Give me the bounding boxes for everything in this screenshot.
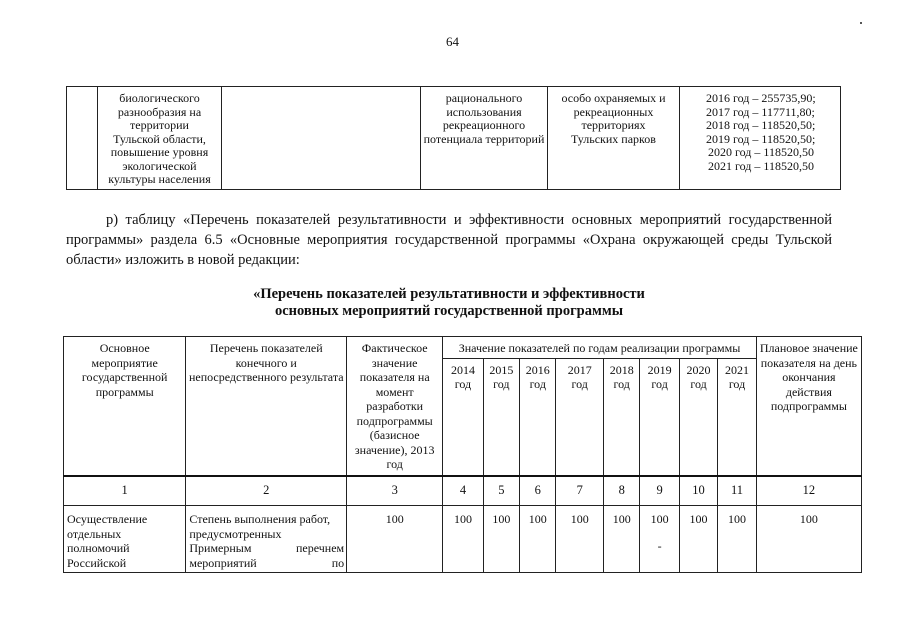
dash-mark: - xyxy=(657,538,662,553)
continuation-territory-cell: особо охраняемых и рекреационных территориях Тульских парков xyxy=(548,87,680,190)
col-number: 1 xyxy=(64,476,186,506)
col-number: 4 xyxy=(443,476,483,506)
row-planned: 100 xyxy=(756,506,861,573)
row-indicator: Степень выполнения работ, предусмотренных Примерным перечнем мероприятий по xyxy=(186,506,347,573)
continuation-use-cell: рационального использования рекреационного потенциала территорий xyxy=(421,87,548,190)
table-title-line2: основных мероприятий государственной программы xyxy=(274,303,624,319)
col-number: 3 xyxy=(347,476,443,506)
col-number: 9 xyxy=(640,476,679,506)
page-number: 64 xyxy=(446,34,459,49)
indicators-table xyxy=(63,336,862,573)
row-value-2016: 100 xyxy=(520,506,556,573)
col-number: 10 xyxy=(679,476,717,506)
table-title xyxy=(66,286,832,320)
col-number: 8 xyxy=(604,476,640,506)
scan-speck xyxy=(860,22,862,24)
row-value-2021: 100 xyxy=(718,506,756,573)
col-number: 7 xyxy=(556,476,604,506)
header-year-2019: 2019 год xyxy=(640,358,679,476)
col-number: 5 xyxy=(483,476,519,506)
row-value-2018: 100 xyxy=(604,506,640,573)
row-value-2017: 100 xyxy=(556,506,604,573)
header-indicators: Перечень показателей конечного и непосредственного результата xyxy=(186,337,347,477)
header-year-2018: 2018 год xyxy=(604,358,640,476)
continuation-amounts-cell: 2016 год – 255735,90; 2017 год – 117711,80; 2018 год – 118520,50; 2019 год – 118520,50; 2020 год – 118520,50 2021 год – 118520,50 xyxy=(680,87,841,190)
amendment-paragraph: р) таблицу «Перечень показателей результативности и эффективности основных мероприятий государственной программы» раздела 6.5 «Основные мероприятия государственной программы «Охрана окружающей среды Тульской области» изложить в новой редакции: xyxy=(66,212,832,268)
row-value-2015: 100 xyxy=(483,506,519,573)
header-baseline: Фактическое значение показателя на момент разработки подпрограммы (базисное значение), 2013 год xyxy=(347,337,443,477)
header-year-2017: 2017 год xyxy=(556,358,604,476)
col-number: 6 xyxy=(520,476,556,506)
col-number: 12 xyxy=(756,476,861,506)
header-years-group: Значение показателей по годам реализации программы xyxy=(443,337,757,359)
continuation-goal-cell: биологического разнообразия на территории Тульской области, повышение уровня экологической культуры населения xyxy=(98,87,222,190)
continuation-empty-cell xyxy=(67,87,98,190)
row-activity: Осуществление отдельных полномочий Российской xyxy=(64,506,186,573)
header-year-2021: 2021 год xyxy=(718,358,756,476)
header-year-2020: 2020 год xyxy=(679,358,717,476)
col-number: 11 xyxy=(718,476,756,506)
header-year-2014: 2014 год xyxy=(443,358,483,476)
row-baseline: 100 xyxy=(347,506,443,573)
continuation-table xyxy=(66,86,841,190)
col-number: 2 xyxy=(186,476,347,506)
header-activity: Основное мероприятие государственной программы xyxy=(64,337,186,477)
header-year-2015: 2015 год xyxy=(483,358,519,476)
header-planned: Плановое значение показателя на день окончания действия подпрограммы xyxy=(756,337,861,477)
continuation-empty-cell-2 xyxy=(222,87,421,190)
table-title-line1: «Перечень показателей результативности и эффективности xyxy=(253,286,645,302)
row-value-2019: 100 - xyxy=(640,506,679,573)
row-value-2014: 100 xyxy=(443,506,483,573)
row-value-2020: 100 xyxy=(679,506,717,573)
header-year-2016: 2016 год xyxy=(520,358,556,476)
